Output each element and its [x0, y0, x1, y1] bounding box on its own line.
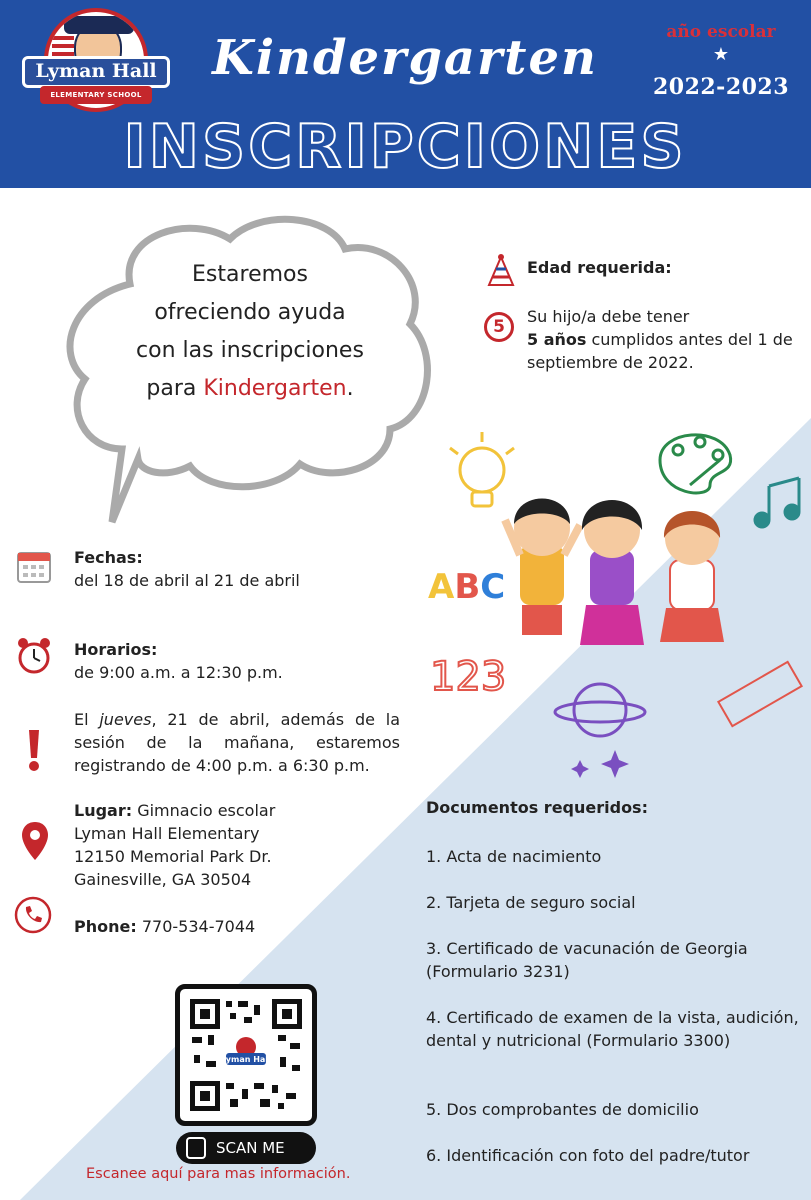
edad-text	[527, 305, 797, 374]
lugar-line3: 12150 Memorial Park Dr.	[74, 847, 272, 866]
kid-boy-icon	[505, 499, 580, 636]
cloud-line-4	[100, 370, 400, 408]
phone-block	[74, 915, 255, 938]
horarios-value: de 9:00 a.m. a 12:30 p.m.	[74, 663, 283, 682]
party-hat-icon	[487, 253, 515, 289]
fechas-value: del 18 de abril al 21 de abril	[74, 571, 300, 590]
qr-logo-text: Lyman Hall	[221, 1055, 271, 1064]
school-logo	[22, 8, 170, 106]
palette-icon	[660, 435, 731, 493]
school-year-label: año escolar	[666, 22, 776, 42]
phone-value: 770-534-7044	[136, 917, 256, 936]
cloud-line-4-prefix: para	[146, 376, 204, 401]
alarm-clock-icon	[16, 636, 52, 676]
logo-name: Lyman Hall	[22, 56, 170, 88]
jueves-post: , 21 de abril, además de la sesión de la mañana, estaremos registrando de 4:00 p.m. a 6:30 p.m.	[74, 710, 400, 775]
school-year-badge	[648, 22, 794, 102]
lightbulb-icon	[450, 432, 514, 506]
documento-item: 5. Dos comprobantes de domicilio	[426, 1100, 699, 1119]
cloud-line-3: con las inscripciones	[136, 338, 364, 363]
documento-item: 2. Tarjeta de seguro social	[426, 893, 636, 912]
edad-title: Edad requerida:	[527, 258, 672, 277]
star-icon: ★	[712, 44, 730, 65]
scan-me-label: SCAN ME	[216, 1139, 285, 1157]
exclamation-icon	[24, 728, 44, 772]
lugar-line2: Lyman Hall Elementary	[74, 824, 260, 843]
header-banner	[0, 0, 811, 188]
qr-code[interactable]	[175, 984, 317, 1126]
jueves-italic: jueves	[99, 710, 152, 729]
cloud-line-1: Estaremos	[192, 262, 308, 287]
qr-pattern	[190, 999, 302, 1111]
scan-me-button[interactable]	[176, 1132, 316, 1164]
cloud-line-2: ofreciendo ayuda	[154, 300, 346, 325]
location-pin-icon	[20, 820, 50, 862]
scan-note: Escanee aquí para mas información.	[86, 1166, 351, 1182]
kid-girl-purple-icon	[580, 500, 644, 645]
logo-subtitle: ELEMENTARY SCHOOL	[40, 86, 152, 104]
edad-text-post: cumplidos antes del 1 de septiembre de 2022.	[527, 330, 793, 372]
smartphone-icon	[186, 1137, 206, 1159]
lugar-block	[74, 799, 275, 891]
sparkle-icon	[571, 750, 629, 778]
horarios-label: Horarios:	[74, 640, 158, 659]
cloud-line-4-suffix: .	[346, 376, 354, 401]
music-note-icon	[755, 478, 799, 527]
documento-item: 1. Acta de nacimiento	[426, 847, 602, 866]
cloud-highlight: Kindergarten	[203, 376, 347, 401]
edad-years: 5 años	[527, 330, 587, 349]
jueves-pre: El	[74, 710, 100, 729]
phone-icon	[14, 896, 52, 934]
fechas-label: Fechas:	[74, 548, 143, 567]
documento-item: 3. Certificado de vacunación de Georgia (Formulario 3231)	[426, 939, 748, 981]
kid-girl-red-icon	[660, 511, 724, 642]
calendar-icon	[16, 548, 52, 584]
ruler-icon	[718, 662, 801, 726]
documento-item: 6. Identificación con foto del padre/tutor	[426, 1146, 750, 1165]
edad-text-pre: Su hijo/a debe tener	[527, 307, 690, 326]
cloud-message	[100, 256, 400, 408]
number-five-icon: 5	[484, 312, 514, 342]
lugar-line4: Gainesville, GA 30504	[74, 870, 252, 889]
abc-letters: ABC	[428, 567, 506, 607]
page-subtitle: INSCRIPCIONES	[123, 112, 687, 182]
jueves-note	[74, 708, 400, 777]
documentos-title: Documentos requeridos:	[426, 798, 648, 817]
page-title: Kindergarten	[212, 30, 598, 86]
documento-item: 4. Certificado de examen de la vista, audición, dental y nutricional (Formulario 3300)	[426, 1008, 799, 1050]
phone-label: Phone:	[74, 917, 137, 936]
school-year: 2022-2023	[652, 74, 790, 100]
numbers-123: 123	[430, 654, 507, 700]
children-illustration	[420, 420, 810, 790]
lugar-label: Lugar:	[74, 801, 133, 820]
mascot-hat-icon	[64, 16, 134, 34]
planet-icon	[555, 684, 645, 736]
lugar-line1: Gimnacio escolar	[132, 801, 276, 820]
